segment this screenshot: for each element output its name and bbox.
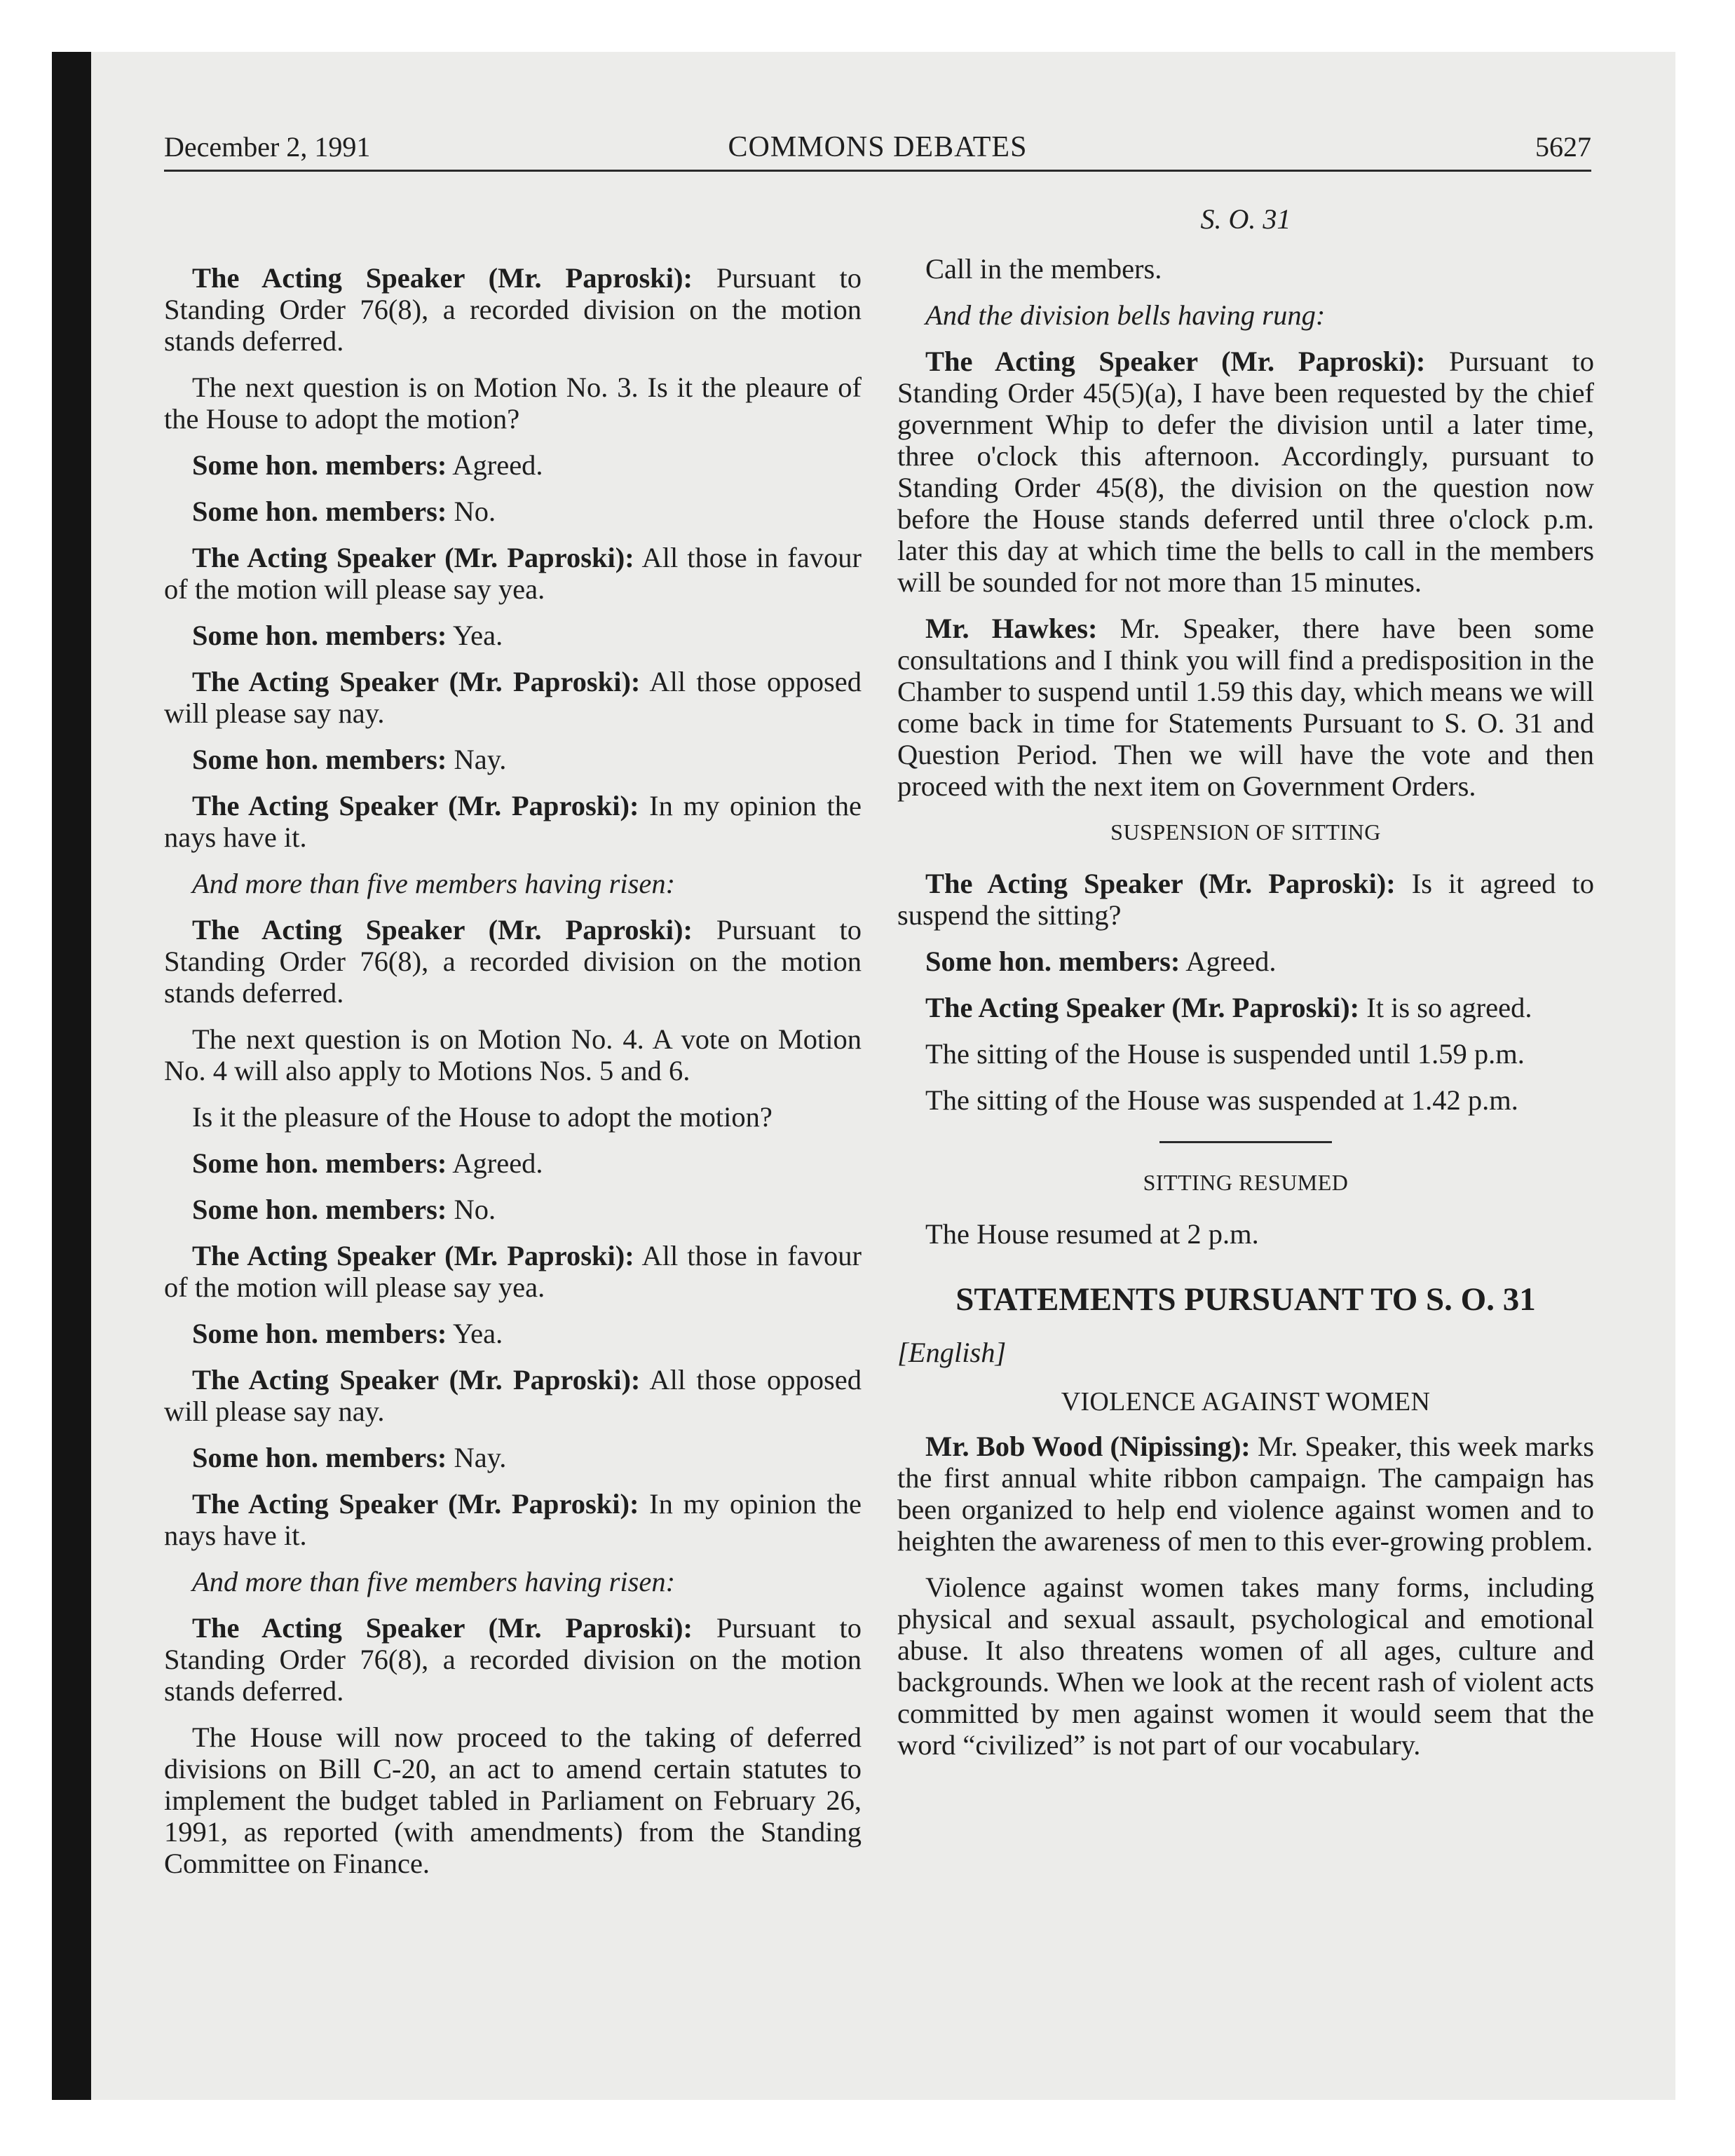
running-head: S. O. 31 — [1200, 203, 1291, 235]
suspension-heading: SUSPENSION OF SITTING — [1110, 819, 1381, 845]
paragraph-text: No. — [447, 1194, 496, 1225]
paragraph — [164, 620, 862, 651]
paragraph — [164, 1721, 862, 1879]
paragraph — [897, 253, 1594, 285]
right-block-a — [897, 253, 1594, 802]
paragraph-text: All those in favour of the motion will please say yea. — [164, 542, 862, 605]
speaker-name: Some hon. members: — [192, 620, 447, 651]
paragraph-text: All those opposed will please say nay. — [164, 1364, 862, 1427]
paragraph — [164, 1364, 862, 1427]
speaker-name: The Acting Speaker (Mr. Paproski): — [192, 542, 634, 573]
paragraph-text: The next question is on Motion No. 4. A vote on Motion No. 4 will also apply to Motions Nos. 5 and 6. — [164, 1023, 862, 1086]
speaker-name: The Acting Speaker (Mr. Paproski): — [192, 1364, 641, 1396]
paragraph-text: Agreed. — [1180, 946, 1277, 977]
paragraph-text: Agreed. — [447, 449, 543, 481]
paragraph-text: Mr. Speaker, there have been some consultations and I think you will find a predisposition in the Chamber to suspend until 1.59 this day, which means we will come back in time for Statements Pursuant to S. O. 31 and Question Period. Then we will have the vote and then proceed with the next item on Government Orders. — [897, 613, 1594, 802]
paragraph-text: Pursuant to Standing Order 76(8), a recorded division on the motion stands deferred. — [164, 1612, 862, 1707]
speaker-name: The Acting Speaker (Mr. Paproski): — [925, 346, 1426, 377]
speaker-name: Some hon. members: — [192, 1318, 447, 1349]
speaker-name: The Acting Speaker (Mr. Paproski): — [925, 868, 1396, 899]
paragraph — [164, 1240, 862, 1303]
resumed-heading: SITTING RESUMED — [1143, 1170, 1349, 1195]
header-date: December 2, 1991 — [164, 131, 371, 163]
section-divider — [1159, 1141, 1332, 1143]
paragraph-text: All those opposed will please say nay. — [164, 666, 862, 729]
page-header — [164, 130, 1591, 174]
paragraph-text: Call in the members. — [925, 253, 1162, 285]
speaker-name: Mr. Hawkes: — [925, 613, 1098, 644]
paragraph-text: Agreed. — [447, 1147, 543, 1179]
paragraph — [164, 914, 862, 1009]
paragraph — [164, 666, 862, 729]
paragraph-text: And more than five members having risen: — [192, 868, 676, 899]
paragraph — [897, 299, 1594, 331]
speaker-name: Some hon. members: — [192, 1442, 447, 1473]
speaker-name: Some hon. members: — [192, 496, 447, 527]
paragraph — [164, 262, 862, 357]
paragraph-text: Yea. — [447, 620, 503, 651]
paragraph — [164, 1488, 862, 1551]
speaker-name: The Acting Speaker (Mr. Paproski): — [192, 666, 641, 697]
paragraph-text: The next question is on Motion No. 3. Is it the pleaure of the House to adopt the motion? — [164, 371, 862, 435]
left-column — [164, 262, 862, 1894]
right-block-d — [897, 1431, 1594, 1761]
right-column — [897, 203, 1594, 1775]
paragraph — [164, 868, 862, 899]
speaker-name: The Acting Speaker (Mr. Paproski): — [192, 1240, 634, 1271]
paragraph — [164, 1147, 862, 1179]
paragraph-text: It is so agreed. — [1359, 992, 1532, 1023]
paragraph — [164, 542, 862, 605]
speaker-name: Some hon. members: — [192, 744, 447, 775]
paragraph — [897, 1571, 1594, 1761]
paragraph-text: And more than five members having risen: — [192, 1566, 676, 1597]
paragraph — [897, 992, 1594, 1023]
paragraph — [164, 790, 862, 853]
paragraph-text: The sitting of the House was suspended at 1.42 p.m. — [925, 1084, 1518, 1116]
header-title: COMMONS DEBATES — [728, 131, 1028, 163]
paragraph — [164, 449, 862, 481]
paragraph — [897, 346, 1594, 598]
paragraph-text: The House resumed at 2 p.m. — [925, 1218, 1259, 1250]
paragraph-text: In my opinion the nays have it. — [164, 1488, 862, 1551]
scan-binding-edge — [52, 52, 91, 2100]
speaker-name: The Acting Speaker (Mr. Paproski): — [192, 1612, 693, 1644]
paragraph — [164, 1566, 862, 1597]
paragraph — [164, 1023, 862, 1086]
statement-subheading: VIOLENCE AGAINST WOMEN — [1061, 1387, 1431, 1417]
paragraph-text: Pursuant to Standing Order 76(8), a recorded division on the motion stands deferred. — [164, 914, 862, 1009]
paragraph-text: The sitting of the House is suspended until 1.59 p.m. — [925, 1038, 1525, 1070]
paragraph-text: And the division bells having rung: — [925, 299, 1326, 331]
speaker-name: Mr. Bob Wood (Nipissing): — [925, 1431, 1251, 1462]
paragraph-text: Is it agreed to suspend the sitting? — [897, 868, 1594, 931]
paragraph-text: The House will now proceed to the taking of deferred divisions on Bill C-20, an act to amend certain statutes to implement the budget tabled in Parliament on February 26, 1991, as reported (with amendments) from the Standing Committee on Finance. — [164, 1721, 862, 1879]
paragraph-text: No. — [447, 496, 496, 527]
speaker-name: The Acting Speaker (Mr. Paproski): — [192, 1488, 639, 1520]
paragraph-text: Violence against women takes many forms, including physical and sexual assault, psychological and emotional abuse. It also threatens women of all ages, culture and backgrounds. When we look at the recent rash of violent acts committed by men against women it would seem that the word “civilized” is not part of our vocabulary. — [897, 1571, 1594, 1761]
paragraph-text: Mr. Speaker, this week marks the first annual white ribbon campaign. The campaign has been organized to help end violence against women and to heighten the awareness of men to this ever-growing problem. — [897, 1431, 1594, 1557]
paragraph — [164, 1612, 862, 1707]
header-rule — [164, 170, 1591, 172]
right-block-b — [897, 868, 1594, 1116]
paragraph — [164, 496, 862, 527]
paragraph — [897, 1084, 1594, 1116]
header-page-number: 5627 — [1535, 131, 1591, 163]
paragraph-text: Is it the pleasure of the House to adopt the motion? — [192, 1101, 773, 1133]
speaker-name: Some hon. members: — [192, 449, 447, 481]
paragraph — [164, 1101, 862, 1133]
speaker-name: Some hon. members: — [192, 1194, 447, 1225]
paragraph-text: Nay. — [447, 1442, 507, 1473]
paragraph — [897, 868, 1594, 931]
paragraph — [897, 1038, 1594, 1070]
paragraph — [897, 946, 1594, 977]
paragraph-text: Pursuant to Standing Order 76(8), a recorded division on the motion stands deferred. — [164, 262, 862, 357]
speaker-name: The Acting Speaker (Mr. Paproski): — [925, 992, 1360, 1023]
speaker-name: The Acting Speaker (Mr. Paproski): — [192, 262, 693, 294]
paragraph-text: In my opinion the nays have it. — [164, 790, 862, 853]
paragraph — [164, 1442, 862, 1473]
speaker-name: Some hon. members: — [925, 946, 1181, 977]
section-heading: STATEMENTS PURSUANT TO S. O. 31 — [955, 1281, 1536, 1318]
paragraph — [164, 371, 862, 435]
paragraph-text: Nay. — [447, 744, 507, 775]
language-tag: [English] — [897, 1337, 1007, 1368]
paragraph — [164, 744, 862, 775]
right-block-c — [897, 1218, 1594, 1250]
paragraph — [164, 1318, 862, 1349]
speaker-name: The Acting Speaker (Mr. Paproski): — [192, 790, 639, 821]
paragraph — [897, 1431, 1594, 1557]
paragraph-text: Pursuant to Standing Order 45(5)(a), I have been requested by the chief government Whip to defer the division until a later time, three o'clock this afternoon. Accordingly, pursuant to Standing Order 45(8), the division on the question now before the House stands deferred until three o'clock p.m. later this day at which time the bells to call in the members will be sounded for not more than 15 minutes. — [897, 346, 1594, 598]
paragraph-text: All those in favour of the motion will please say yea. — [164, 1240, 862, 1303]
speaker-name: The Acting Speaker (Mr. Paproski): — [192, 914, 693, 946]
paragraph — [164, 1194, 862, 1225]
paragraph — [897, 1218, 1594, 1250]
paragraph — [897, 613, 1594, 802]
paragraph-text: Yea. — [447, 1318, 503, 1349]
speaker-name: Some hon. members: — [192, 1147, 447, 1179]
